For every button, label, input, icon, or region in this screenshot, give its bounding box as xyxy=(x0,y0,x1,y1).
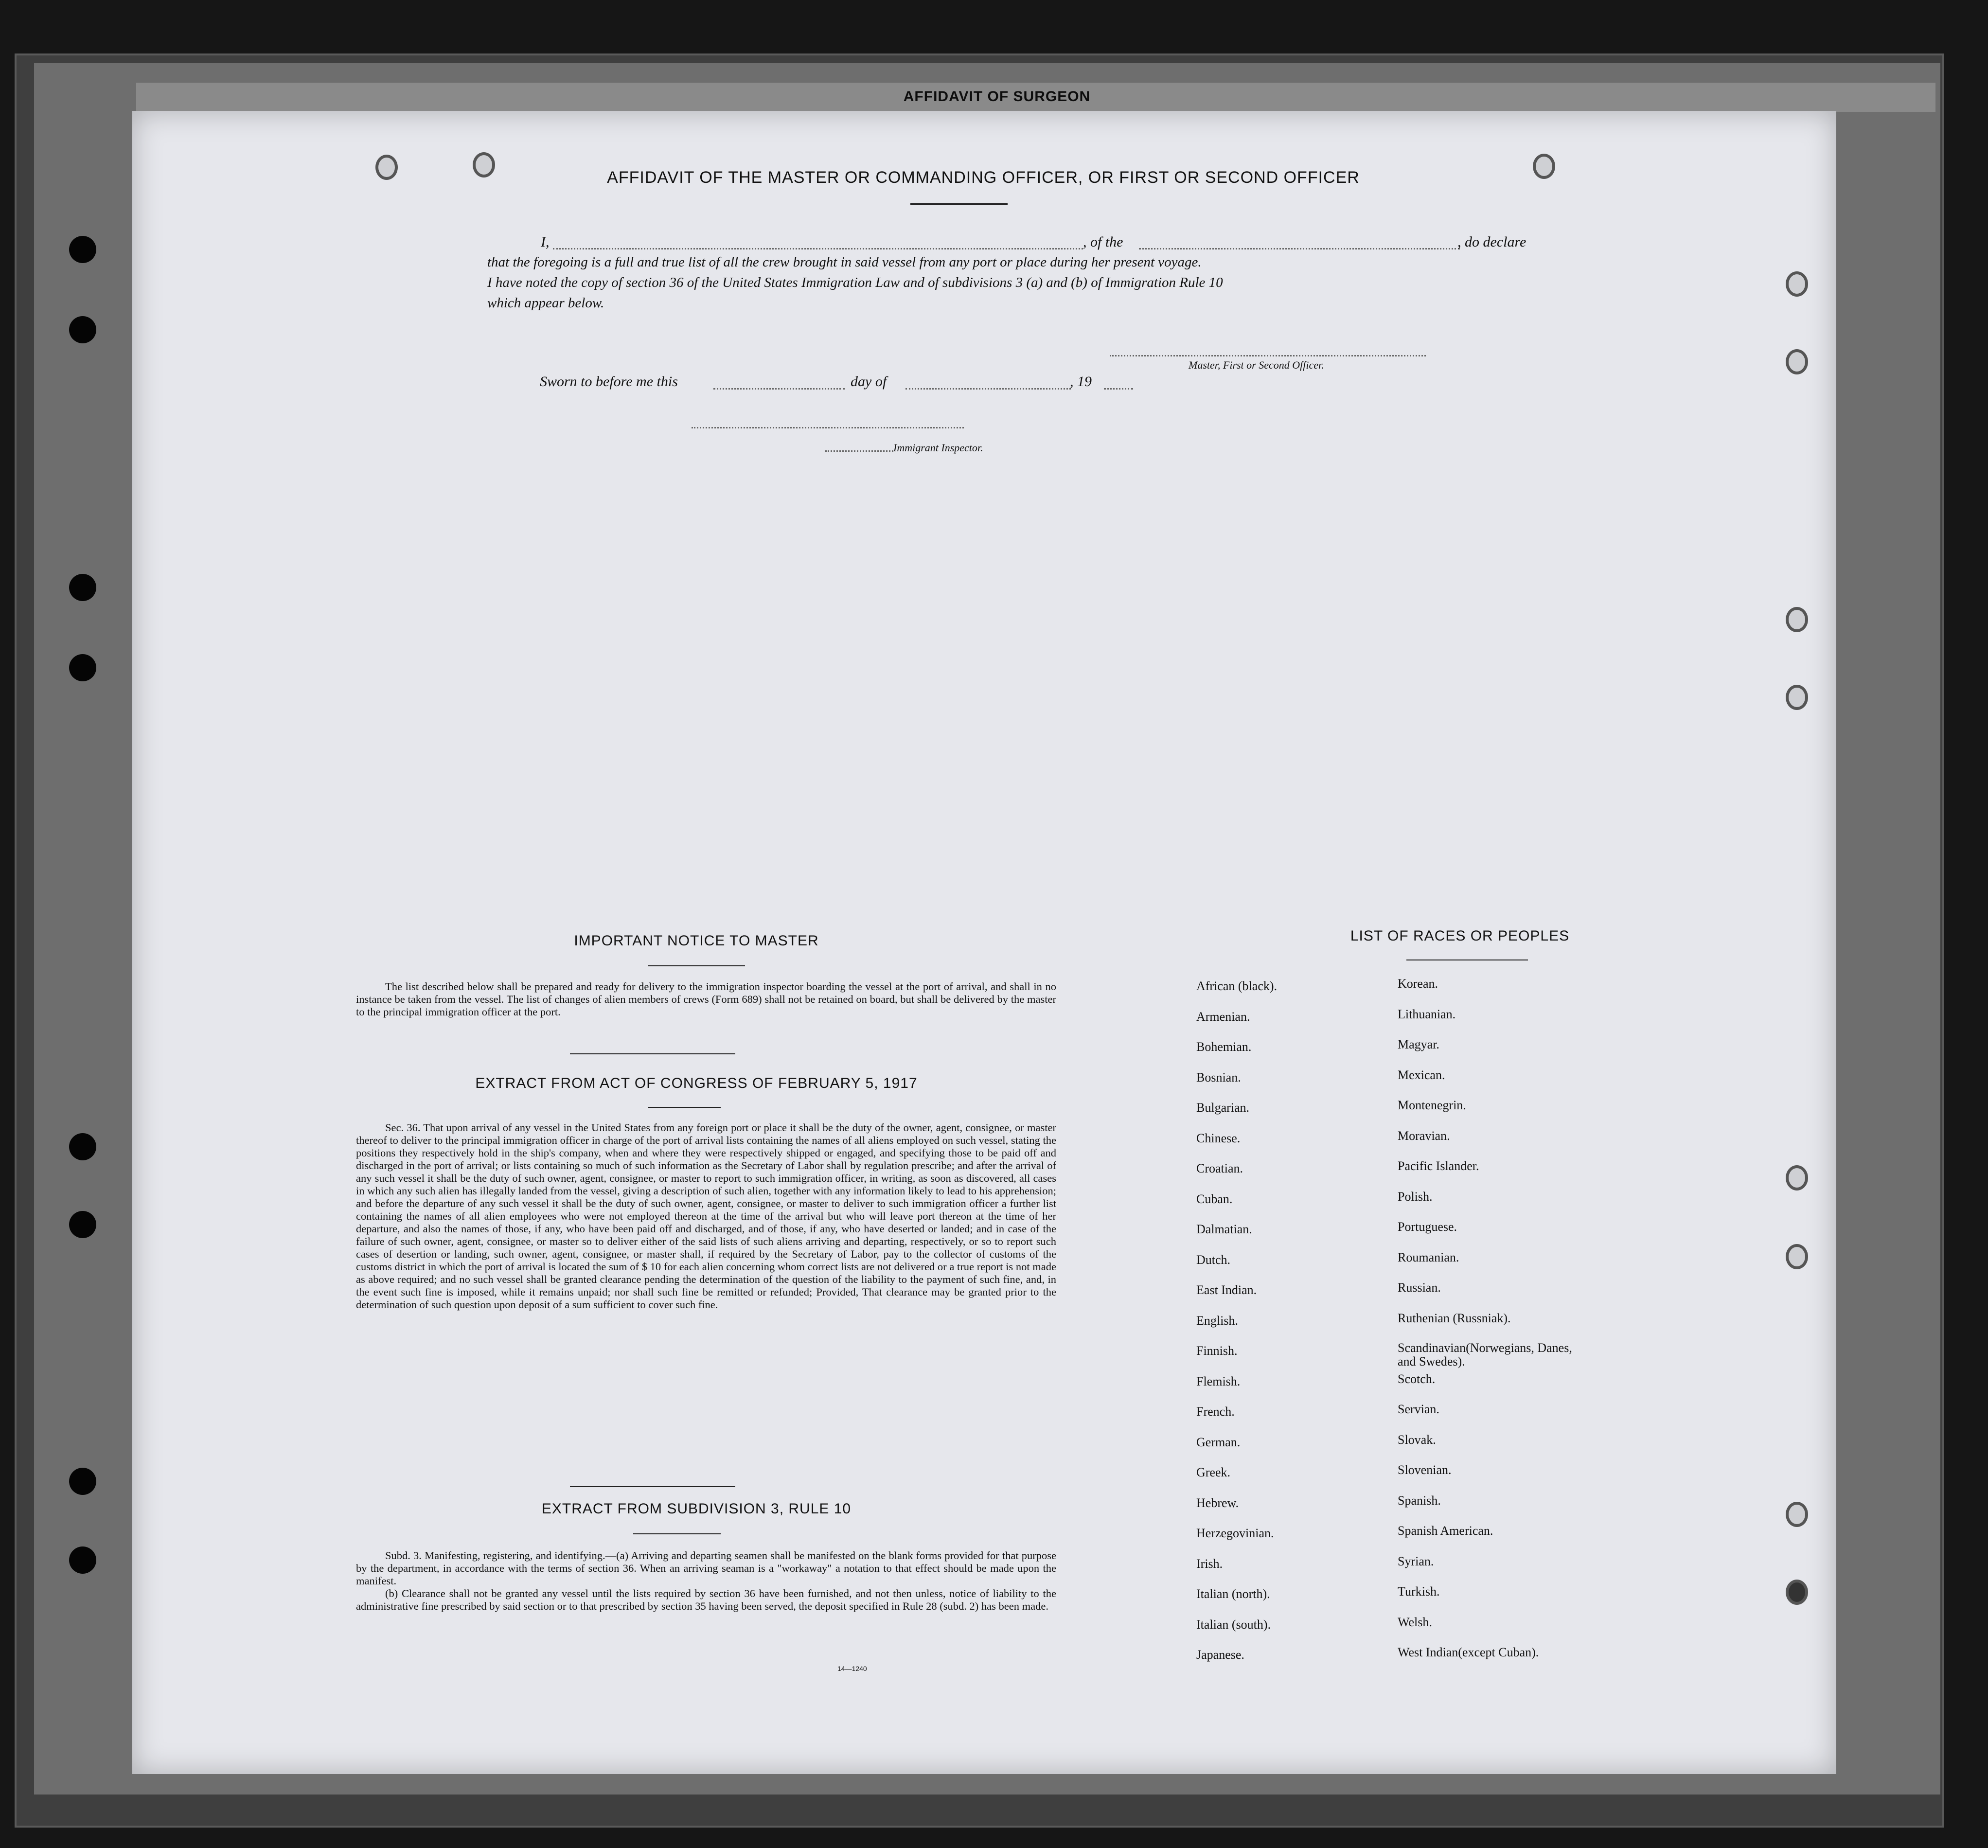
sworn-day-field[interactable] xyxy=(713,388,845,390)
rule-paragraph-b: (b) Clearance shall not be granted any vessel until the lists required by section 36 have been furnished, and not then unless, notice of liability to the administrative fine prescribed by said section or to that prescribed by section 35 having been served, the deposit specified in Rule 28 (subd. 2) has been made. xyxy=(356,1587,1056,1612)
inspector-signature-field[interactable] xyxy=(692,427,964,428)
race-entry: Bohemian. xyxy=(1196,1040,1252,1054)
act-rule xyxy=(648,1107,721,1108)
race-entry: Italian (south). xyxy=(1196,1617,1271,1632)
act-bottom-rule xyxy=(570,1486,735,1487)
race-entry: Greek. xyxy=(1196,1465,1231,1479)
punch-hole xyxy=(1786,349,1808,374)
race-entry: Pacific Islander. xyxy=(1398,1159,1479,1173)
race-entry: Servian. xyxy=(1398,1402,1439,1416)
year-label: , 19 xyxy=(1070,373,1092,390)
vessel-name-field[interactable] xyxy=(1139,248,1460,249)
race-entry: Turkish. xyxy=(1398,1584,1440,1599)
rule-extract-text xyxy=(356,1549,1056,1613)
sworn-label: Sworn to before me this xyxy=(540,373,678,390)
race-entry: Bosnian. xyxy=(1196,1070,1241,1084)
race-entry: Japanese. xyxy=(1196,1648,1244,1662)
race-entry: Slovak. xyxy=(1398,1432,1436,1447)
races-title: LIST OF RACES OR PEOPLES xyxy=(1350,928,1570,944)
punch-hole xyxy=(1786,1165,1808,1191)
sworn-month-field[interactable] xyxy=(905,388,1071,390)
race-entry: Russian. xyxy=(1398,1280,1441,1295)
binder-hole xyxy=(69,236,96,263)
form-page xyxy=(132,111,1836,1774)
binder-hole xyxy=(69,316,96,343)
race-entry: Polish. xyxy=(1398,1189,1433,1204)
declare-text: , do declare xyxy=(1457,234,1526,250)
vessel-label: , of the xyxy=(1083,234,1123,250)
officer-signature-field[interactable] xyxy=(1110,355,1426,356)
notice-text: The list described below shall be prepared and ready for delivery to the immigration inspector boarding the vessel at the port of arrival, and shall in no instance be taken from the vessel. The list of changes of alien members of crews (Form 689) shall not be retained on board, but shall be delivered by the master to the principal immigration officer at the port. xyxy=(356,980,1056,1018)
declarant-name-field[interactable] xyxy=(553,248,1083,249)
race-entry: Portuguese. xyxy=(1398,1220,1457,1234)
inspector-caption-leader xyxy=(825,450,893,452)
notice-rule xyxy=(648,965,745,966)
punch-hole xyxy=(1786,271,1808,297)
race-entry: Dutch. xyxy=(1196,1252,1231,1267)
race-entry: Magyar. xyxy=(1398,1037,1439,1051)
race-entry: Moravian. xyxy=(1398,1128,1450,1143)
punch-hole xyxy=(1786,607,1808,632)
binder-hole xyxy=(69,1468,96,1495)
race-entry: Flemish. xyxy=(1196,1374,1241,1388)
day-of-label: day of xyxy=(851,373,887,390)
races-left-column xyxy=(1196,979,1277,1678)
race-entry: German. xyxy=(1196,1435,1241,1449)
race-entry: Welsh. xyxy=(1398,1615,1432,1629)
notice-bottom-rule xyxy=(570,1053,735,1054)
race-entry: Irish. xyxy=(1196,1556,1223,1571)
notice-title: IMPORTANT NOTICE TO MASTER xyxy=(574,933,819,949)
binder-hole xyxy=(69,1133,96,1160)
race-entry: Scandinavian(Norwegians, Danes, and Swedes). xyxy=(1398,1341,1572,1368)
race-entry: Scotch. xyxy=(1398,1371,1436,1386)
race-entry: Ruthenian (Russniak). xyxy=(1398,1311,1511,1325)
binder-hole xyxy=(69,1211,96,1238)
race-entry: Mexican. xyxy=(1398,1067,1445,1082)
officer-signature-caption: Master, First or Second Officer. xyxy=(1189,359,1324,371)
rule-rule xyxy=(633,1533,721,1534)
declaration-line-4: which appear below. xyxy=(487,295,604,311)
race-entry: Dalmatian. xyxy=(1196,1222,1252,1236)
race-entry: West Indian(except Cuban). xyxy=(1398,1645,1539,1659)
race-entry: Italian (north). xyxy=(1196,1587,1270,1601)
punch-hole xyxy=(1786,1580,1808,1605)
binder-hole xyxy=(69,574,96,601)
race-entry: Syrian. xyxy=(1398,1554,1434,1568)
race-entry: Spanish. xyxy=(1398,1493,1441,1508)
race-entry: African (black). xyxy=(1196,979,1278,993)
race-entry: Cuban. xyxy=(1196,1191,1233,1206)
race-entry: Lithuanian. xyxy=(1398,1007,1456,1021)
sworn-year-field[interactable] xyxy=(1104,388,1133,390)
race-entry: French. xyxy=(1196,1404,1235,1419)
race-entry: English. xyxy=(1196,1313,1238,1328)
declaration-line-3: I have noted the copy of section 36 of the United States Immigration Law and of subdivisions 3 (a) and (b) of Immigration Rule 10 xyxy=(487,275,1223,290)
race-entry: Finnish. xyxy=(1196,1344,1238,1358)
race-entry: Bulgarian. xyxy=(1196,1101,1250,1115)
binder-hole xyxy=(69,654,96,681)
race-entry: Korean. xyxy=(1398,977,1438,991)
act-extract-text: Sec. 36. That upon arrival of any vessel in the United States from any foreign port or place it shall be the duty of the owner, agent, consignee, or master thereof to deliver to the principal immigration officer in charge of the port of arrival lists containing the names of all aliens employed on such vessel, stating the positions they respectively hold in the ship's company, when and where they were respectively shipped or engaged, and specifying those to be paid off and discharged in the port of arrival; or lists containing so much of such information as the Secretary of Labor shall by regulation prescribe; and after the arrival of any such vessel it shall be the duty of such owner, agent, consignee, or master to report to such immigration officer, in writing, as soon as discovered, all cases in which any such alien has illegally landed from the vessel, giving a description of such alien, together with any information likely to lead to his apprehension; and before the departure of any such vessel it shall be the duty of such owner, agent, consignee, or master to deliver to such immigration officer a further list containing the names of all alien employees who were not employed thereon at the time of the arrival but who will leave port thereon at the time of her departure, and also the names of those, if any, who have been paid off and discharged, and of those, if any, who have deserted or landed; and in case of the failure of such owner, agent, consignee, or master so to deliver either of the said lists of such aliens arriving and departing, respectively, or so to report such cases of desertion or landing, such owner, agent, consignee, or master shall, if required by the Secretary of Labor, pay to the collector of customs of the customs district in which the port of arrival is located the sum of $ 10 for each alien concerning whom correct lists are not delivered or a true report is not made as above required; and no such vessel shall be granted clearance pending the determination of the question of the liability to the payment of such fine, and, in the event such fine is imposed, while it remains unpaid; nor shall such fine be remitted or refunded; Provided, That clearance may be granted prior to the determination of such question upon deposit of a sum sufficient to cover such fine. xyxy=(356,1121,1056,1311)
title-rule xyxy=(910,203,1008,205)
binder-hole xyxy=(69,1546,96,1574)
affidavit-title: AFFIDAVIT OF THE MASTER OR COMMANDING OFFICER, OR FIRST OR SECOND OFFICER xyxy=(607,168,1360,187)
surgeon-affidavit-title: AFFIDAVIT OF SURGEON xyxy=(903,89,1091,105)
races-right-column xyxy=(1398,977,1573,1676)
rule-extract-title: EXTRACT FROM SUBDIVISION 3, RULE 10 xyxy=(541,1501,852,1517)
race-entry: Hebrew. xyxy=(1196,1495,1239,1510)
punch-hole xyxy=(1786,685,1808,710)
declaration-line-2: that the foregoing is a full and true list of all the crew brought in said vessel from any port or place during her present voyage. xyxy=(487,254,1202,270)
race-entry: Chinese. xyxy=(1196,1131,1241,1145)
form-number: 14—1240 xyxy=(837,1665,867,1672)
act-extract-title: EXTRACT FROM ACT OF CONGRESS OF FEBRUARY 5, 1917 xyxy=(475,1075,918,1091)
race-entry: East Indian. xyxy=(1196,1283,1257,1297)
race-entry: Slovenian. xyxy=(1398,1463,1452,1477)
inspector-caption: Immigrant Inspector. xyxy=(893,442,983,454)
race-entry: Armenian. xyxy=(1196,1009,1250,1024)
punch-hole xyxy=(1786,1502,1808,1527)
declarant-label: I, xyxy=(541,234,550,250)
race-entry: Spanish American. xyxy=(1398,1524,1493,1538)
race-entry: Herzegovinian. xyxy=(1196,1526,1274,1540)
rule-paragraph-a: Subd. 3. Manifesting, registering, and identifying.—(a) Arriving and departing seamen shall be manifested on the blank forms provided for that purpose by the department, in accordance with the terms of section 36. When an arriving seaman is a "workaway" a notation to that effect should be made upon the manifest. xyxy=(356,1549,1056,1587)
race-entry: Roumanian. xyxy=(1398,1250,1459,1264)
race-entry: Montenegrin. xyxy=(1398,1098,1466,1112)
punch-hole xyxy=(1786,1244,1808,1269)
race-entry: Croatian. xyxy=(1196,1161,1243,1175)
